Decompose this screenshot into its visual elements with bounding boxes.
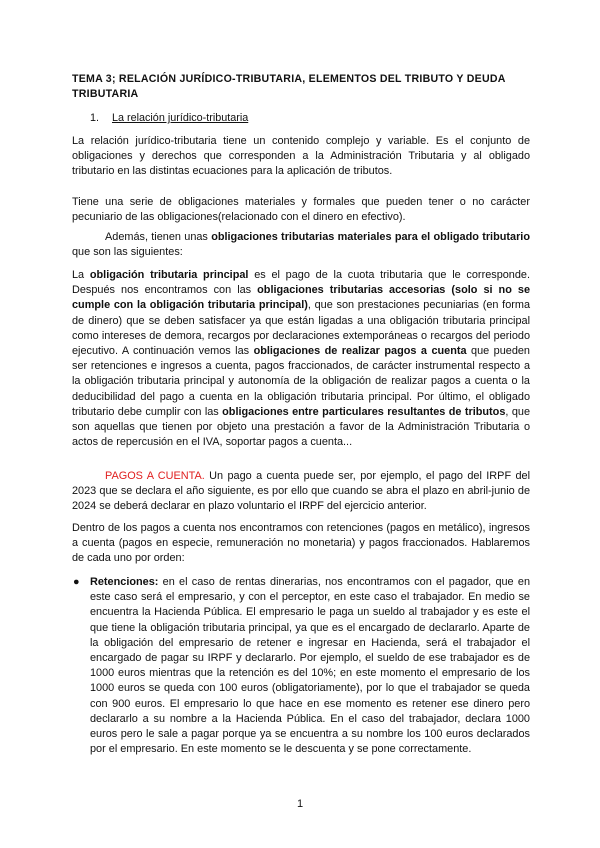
- paragraph-pagos-types: Dentro de los pagos a cuenta nos encontramos con retenciones (pagos en metálico), ingresos a cuenta (pagos en especie, remuneración no monetaria) y pagos fraccionados. Hablaremos de cada uno por orden:: [72, 522, 530, 565]
- list-item: ● Retenciones: en el caso de rentas dinerarias, nos encontramos con el pagador, que en este caso será el empresario, y con el perceptor, en este caso el trabajador. En medio se encuentra la Hacienda Pública. El empresario le paga un sueldo al trabajador y es este el que tiene la obligación tributaria principal, ya que es el encargado de declararlo. Aparte de la obligación del empresario de retener e ingresar en Hacienda, será el trabajador el encargado de pagar su IRPF y declararlo. Por ejemplo, el sueldo de ese trabajador es de 1000 euros mientras que la retención es del 10%; en este momento el empresario de los 1000 euros se queda con 100 euros (obligatoriamente), por lo que el trabajador se queda con 900 euros. El empresario lo que hace en ese momento es retener ese dinero pero declararlo a su nombre a la Hacienda Pública. En el caso del trabajador, declara 1000 euros pero le sale a pagar porque ya se encuentra a su nombre los 100 euros declarados por el empresario. En este momento se le descuenta y se pone correctamente.: [73, 576, 530, 756]
- paragraph-obligation-types: La obligación tributaria principal es el pago de la cuota tributaria que le corresponde. Después nos encontramos con las obligaciones tributarias accesorias (solo si no se cumple con la obligación tributaria principal), que son prestaciones pecuniarias (en forma de dinero) que se deben satisfacer ya que están ligadas a una obligación tributaria principal como intereses de demora, recargos por declaraciones extemporáneas o recargos del periodo ejecutivo. A continuación vemos las obligaciones de realizar pagos a cuenta que pueden ser retenciones e ingresos a cuenta, pagos fraccionados, de carácter instrumental respecto a la obligación tributaria principal y autonomía de la obligación de realizar pagos a cuenta o la deducibilidad del pago a cuenta en la obligación tributaria principal. Por último, el obligado tributario debe cumplir con las obligaciones entre particulares resultantes de tributos, que son aquellas que tienen por objeto una prestación a favor de la Administración Tributaria o actos de repercusión en el IVA, soportar pagos a cuenta...: [72, 269, 531, 449]
- bullet-icon: ●: [73, 576, 80, 588]
- bold-term: obligaciones de realizar pagos a cuenta: [253, 345, 467, 358]
- paragraph-obligations: Tiene una serie de obligaciones materiales y formales que pueden tener o no carácter pecuniario de las obligaciones(relacionado con el dinero en efectivo).: [72, 196, 530, 224]
- section-heading: [90, 111, 248, 125]
- bullet-list: [72, 575, 530, 757]
- paragraph-intro: La relación jurídico-tributaria tiene un contenido complejo y variable. Es el conjunto de obligaciones y derechos que corresponden a la Administración Tributaria y al obligado tributario en las distintas ecuaciones para la aplicación de tributos.: [72, 135, 530, 178]
- bold-term: obligaciones tributarias materiales para el obligado tributario: [211, 231, 530, 243]
- bold-term: obligaciones tributarias accesorias (solo si no se cumple con la obligación tributaria principal): [72, 284, 531, 312]
- bold-term: obligaciones entre particulares resultantes de tributos: [222, 405, 506, 418]
- section-number: 1.: [90, 112, 100, 124]
- bold-term: obligación tributaria principal: [89, 269, 249, 281]
- document-title: TEMA 3; RELACIÓN JURÍDICO-TRIBUTARIA, ELEMENTOS DEL TRIBUTO Y DEUDA TRIBUTARIA: [72, 73, 506, 100]
- section-heading-text: La relación jurídico-tributaria: [112, 112, 249, 124]
- paragraph-material-obligations: Además, tienen unas obligaciones tributarias materiales para el obligado tributario que son las siguientes:: [72, 231, 530, 259]
- highlight-red: PAGOS A CUENTA.: [105, 470, 205, 482]
- paragraph-pagos-a-cuenta: PAGOS A CUENTA. Un pago a cuenta puede ser, por ejemplo, el pago del IRPF del 2023 que se declara el año siguiente, es por ello que cuando se abra el plazo en abril-junio de 2024 se deberá declarar en plazo voluntario el IRPF del ejercicio anterior.: [72, 470, 531, 513]
- page-number: 1: [296, 798, 304, 810]
- bold-term: Retenciones:: [90, 576, 159, 588]
